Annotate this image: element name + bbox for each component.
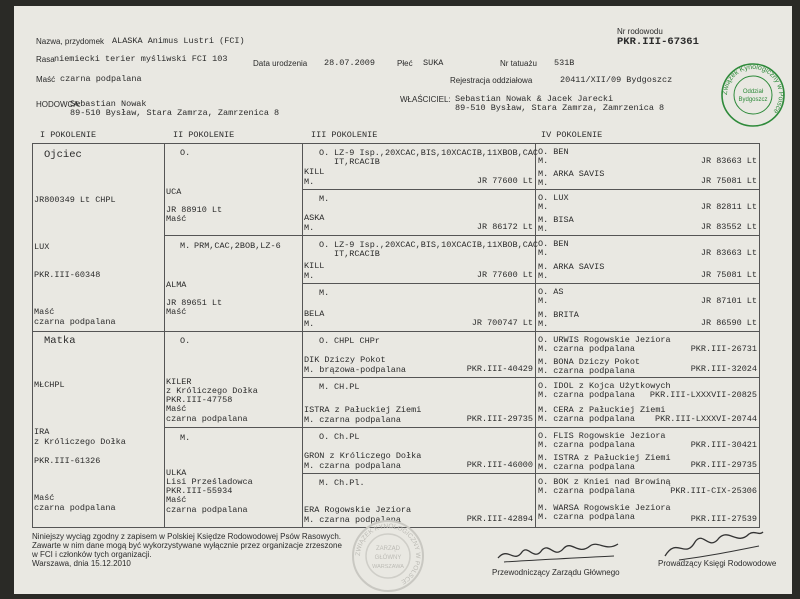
gen4-sire-name: O. BEN: [538, 147, 569, 157]
birth-date-label: Data urodzenia: [253, 59, 308, 68]
gen4-sire-color: M. czarna podpalana: [538, 486, 635, 496]
table-divider-gen2: [164, 427, 760, 428]
svg-text:Oddział: Oddział: [742, 89, 764, 95]
gen4-dam-name: M. BONA Dziczy Pokot: [538, 357, 641, 367]
gen4-sire-registration: PKR.III-26731: [690, 344, 757, 354]
gen4-sire-name: O. URWIS Rogowskie Jeziora: [538, 335, 671, 345]
dam-color-label: Maść: [34, 493, 55, 503]
sire-pkr: PKR.III-60348: [34, 270, 101, 280]
gen3-titles: Ch.Pl.: [334, 478, 365, 488]
owner-label: WŁAŚCICIEL:: [400, 95, 451, 104]
table-divider-gen3: [302, 377, 760, 378]
dam-label: Matka: [44, 335, 76, 347]
gen2-color-label: Maść: [166, 495, 187, 505]
dam-name: IRA: [34, 427, 50, 437]
gen4-sire-name: O. LUX: [538, 193, 569, 203]
svg-text:Bydgoszcz: Bydgoszcz: [738, 97, 768, 103]
table-divider-gen3: [302, 473, 760, 474]
gen3-registration: JR 77600 Lt: [476, 176, 533, 186]
column-header-gen1: I POKOLENIE: [40, 130, 97, 140]
gen4-dam-registration: PKR.III-32024: [690, 364, 757, 374]
gen3-color: M. czarna podpalana: [304, 415, 401, 425]
svg-text:Związek Kynologiczny w Polsce: Związek Kynologiczny w Polsce: [721, 63, 785, 115]
registration: 20411/XII/09 Bydgoszcz: [560, 75, 673, 85]
table-column-divider: [302, 143, 303, 527]
sire-color: czarna podpalana: [34, 317, 116, 327]
gen2-prefix: M.: [180, 241, 191, 251]
gen3-prefix: M.: [319, 382, 330, 392]
gen2-prefix: O.: [180, 148, 191, 158]
gen3-color: M.: [304, 177, 315, 187]
gen4-dam-name: M. CERA z Pałuckiej Ziemi: [538, 405, 666, 415]
gen3-titles: LZ-9 Isp.,20XCAC,BIS,10XCACIB,11XBOB,CAC: [334, 240, 539, 250]
gen2-kennel: z Króliczego Dołka: [166, 386, 258, 396]
sire-color-label: Maść: [34, 307, 55, 317]
footer-note-3: w FCI i członków tych organizacji.: [32, 550, 152, 559]
table-divider-gen3: [302, 283, 760, 284]
gen4-dam-color: M.: [538, 178, 549, 188]
gen3-prefix: O.: [319, 240, 330, 250]
gen4-sire-name: O. BEN: [538, 239, 569, 249]
gen4-sire-color: M.: [538, 202, 549, 212]
gen4-dam-registration: JR 75081 Lt: [700, 176, 757, 186]
gen4-dam-name: M. BRITA: [538, 310, 579, 320]
gen3-prefix: O.: [319, 148, 330, 158]
table-border-top: [32, 143, 760, 144]
dam-kennel: z Króliczego Dołka: [34, 437, 126, 447]
gen3-color: M.: [304, 319, 315, 329]
gen3-name: GRON z Króliczego Dołka: [304, 451, 422, 461]
gen3-titles: CHPL CHPr: [334, 336, 380, 346]
gen2-name: KILER: [166, 377, 192, 387]
birth-date: 28.07.2009: [324, 58, 376, 68]
gen4-sire-color: M. czarna podpalana: [538, 344, 635, 354]
gen2-registration: JR 89651 Lt: [166, 298, 223, 308]
svg-text:ZARZĄD: ZARZĄD: [376, 546, 400, 552]
gen3-prefix: M.: [319, 288, 330, 298]
gen3-registration: JR 86172 Lt: [476, 222, 533, 232]
gen3-titles: LZ-9 Isp.,20XCAC,BIS,10XCACIB,11XBOB,CAC: [334, 148, 539, 158]
gen2-prefix: M.: [180, 433, 191, 443]
table-border-left: [32, 143, 33, 527]
gen4-sire-color: M.: [538, 296, 549, 306]
sex-label: Płeć: [397, 59, 413, 68]
gen4-sire-registration: JR 82811 Lt: [700, 202, 757, 212]
gen2-registration: PKR.III-55934: [166, 486, 233, 496]
gen3-prefix: O.: [319, 336, 330, 346]
gen4-dam-name: M. ISTRA z Pałuckiej Ziemi: [538, 453, 671, 463]
dam-pkr: PKR.III-61326: [34, 456, 101, 466]
gen2-kennel: Lisi Prześladowca: [166, 477, 253, 487]
gen3-titles: IT,RCACIB: [334, 249, 380, 259]
registrar-caption: Prowadzący Księgi Rodowodowe: [658, 559, 777, 568]
svg-text:ZWIĄZEK KYNOLOGICZNY W POLSCE: ZWIĄZEK KYNOLOGICZNY W POLSCE: [354, 522, 422, 586]
tattoo-label: Nr tatuażu: [500, 59, 537, 68]
footer-note-1: Niniejszy wyciąg zgodny z zapisem w Polskiej Księdze Rodowodowej Psów Rasowych.: [32, 532, 342, 541]
gen2-prefix: O.: [180, 336, 191, 346]
registration-label: Rejestracja oddziałowa: [450, 76, 533, 85]
tattoo-number: 531B: [554, 58, 575, 68]
pedigree-document: [14, 6, 792, 594]
gen3-name: DIK Dziczy Pokot: [304, 355, 386, 365]
breeder-name: Sebastian Nowak: [70, 99, 147, 109]
gen3-name: ERA Rogowskie Jeziora: [304, 505, 412, 515]
gen3-prefix: M.: [319, 194, 330, 204]
gen2-titles: PRM,CAC,2BOB,LZ-6: [194, 241, 281, 251]
dry-seal-icon: [350, 518, 426, 594]
svg-text:WARSZAWA: WARSZAWA: [372, 564, 404, 570]
table-divider-gen3: [302, 189, 760, 190]
gen4-sire-color: M. czarna podpalana: [538, 390, 635, 400]
gen2-color-label: Maść: [166, 307, 187, 317]
gen2-color-label: Maść: [166, 214, 187, 224]
gen3-name: ISTRA z Pałuckiej Ziemi: [304, 405, 422, 415]
gen4-sire-registration: JR 87101 Lt: [700, 296, 757, 306]
gen4-sire-name: O. AS: [538, 287, 564, 297]
gen2-name: ULKA: [166, 468, 187, 478]
gen4-dam-registration: JR 86590 Lt: [700, 318, 757, 328]
gen4-sire-name: O. FLIS Rogowskie Jeziora: [538, 431, 666, 441]
owner-address: 89-510 Bysław, Stara Zamrza, Zamrzenica 8: [455, 103, 665, 113]
gen4-sire-name: O. IDOL z Kojca Użytkowych: [538, 381, 671, 391]
gen4-dam-color: M. czarna podpalana: [538, 414, 635, 424]
sex: SUKA: [423, 58, 444, 68]
footer-note-2: Zawarte w nim dane mogą być wykorzystywane wyłącznie przez organizacje zrzeszone: [32, 541, 342, 550]
sire-name: LUX: [34, 242, 50, 252]
breed-label: Rasa: [36, 55, 55, 64]
gen3-name: KILL: [304, 167, 325, 177]
gen4-sire-name: O. BOK z Kniei nad Browiną: [538, 477, 671, 487]
table-divider-gen2: [164, 235, 760, 236]
gen4-dam-name: M. BISA: [538, 215, 574, 225]
chairman-caption: Przewodniczący Zarządu Głównego: [492, 568, 620, 577]
gen3-prefix: M.: [319, 478, 330, 488]
gen3-registration: JR 77600 Lt: [476, 270, 533, 280]
gen3-registration: PKR.III-40429: [466, 364, 533, 374]
gen4-dam-registration: PKR.III-27539: [690, 514, 757, 524]
gen4-dam-registration: PKR.III-LXXXVI-20744: [654, 414, 757, 424]
table-column-divider: [164, 143, 165, 527]
gen3-color: M. brązowa-podpalana: [304, 365, 407, 375]
gen3-name: KILL: [304, 261, 325, 271]
gen2-color: czarna podpalana: [166, 505, 248, 515]
breeder-label: HODOWCA:: [36, 100, 81, 109]
gen2-registration: PKR.III-47758: [166, 395, 233, 405]
sire-label: Ojciec: [44, 149, 82, 161]
gen3-registration: PKR.III-42894: [466, 514, 533, 524]
gen4-sire-registration: PKR.III-CIX-25306: [670, 486, 757, 496]
gen4-dam-color: M.: [538, 271, 549, 281]
pedigree-number: PKR.III-67361: [617, 36, 699, 48]
gen4-dam-color: M.: [538, 319, 549, 329]
gen4-dam-color: M. czarna podpalana: [538, 512, 635, 522]
gen2-name: ALMA: [166, 280, 187, 290]
gen3-color: M.: [304, 223, 315, 233]
gen3-titles: IT,RCACIB: [334, 157, 380, 167]
gen3-titles: Ch.PL: [334, 432, 360, 442]
gen3-name: BELA: [304, 309, 325, 319]
gen4-sire-color: M.: [538, 248, 549, 258]
gen4-sire-registration: PKR.III-LXXXVII-20825: [649, 390, 757, 400]
color-label: Maść: [36, 75, 56, 84]
gen3-titles: CH.PL: [334, 382, 360, 392]
gen2-name: UCA: [166, 187, 182, 197]
gen2-registration: JR 88910 Lt: [166, 205, 223, 215]
gen3-registration: JR 700747 Lt: [471, 318, 533, 328]
gen4-sire-color: M. czarna podpalana: [538, 440, 635, 450]
gen3-prefix: O.: [319, 432, 330, 442]
owner-name: Sebastian Nowak & Jacek Jarecki: [455, 94, 614, 104]
gen4-sire-color: M.: [538, 156, 549, 166]
gen3-registration: PKR.III-46000: [466, 460, 533, 470]
dam-color: czarna podpalana: [34, 503, 116, 513]
table-column-divider: [535, 143, 536, 527]
pedigree-number-label: Nr rodowodu: [617, 27, 663, 36]
breed: niemiecki terier myśliwski FCI 103: [54, 54, 228, 64]
footer-date: Warszawa, dnia 15.12.2010: [32, 559, 131, 568]
table-border-right: [759, 143, 760, 527]
gen3-registration: PKR.III-29735: [466, 414, 533, 424]
name-label: Nazwa, przydomek: [36, 37, 105, 46]
gen4-dam-registration: PKR.III-29735: [690, 460, 757, 470]
gen4-sire-registration: JR 83663 Lt: [700, 156, 757, 166]
table-divider-parents: [32, 331, 760, 332]
gen3-color: M. czarna podpalana: [304, 515, 401, 525]
branch-stamp-icon: [720, 62, 786, 128]
dog-name: ALASKA Animus Lustri (FCI): [112, 36, 245, 46]
column-header-gen3: III POKOLENIE: [311, 130, 378, 140]
gen4-dam-name: M. WARSA Rogowskie Jeziora: [538, 503, 671, 513]
chairman-signature-icon: [494, 534, 634, 568]
gen4-dam-registration: JR 75081 Lt: [700, 270, 757, 280]
gen4-sire-registration: JR 83663 Lt: [700, 248, 757, 258]
gen3-color: M. czarna podpalana: [304, 461, 401, 471]
gen4-sire-registration: PKR.III-30421: [690, 440, 757, 450]
gen3-color: M.: [304, 271, 315, 281]
column-header-gen4: IV POKOLENIE: [541, 130, 603, 140]
gen2-color: czarna podpalana: [166, 414, 248, 424]
color: czarna podpalana: [60, 74, 142, 84]
gen4-dam-name: M. ARKA SAVIS: [538, 169, 605, 179]
gen4-dam-color: M.: [538, 224, 549, 234]
gen4-dam-name: M. ARKA SAVIS: [538, 262, 605, 272]
sire-registration: JR800349 Lt CHPL: [34, 195, 116, 205]
dam-titles: MŁCHPL: [34, 380, 65, 390]
gen3-name: ASKA: [304, 213, 325, 223]
gen2-color-label: Maść: [166, 404, 187, 414]
gen4-dam-color: M. czarna podpalana: [538, 462, 635, 472]
breeder-address: 89-510 Bysław, Stara Zamrza, Zamrzenica 8: [70, 108, 280, 118]
svg-text:GŁÓWNY: GŁÓWNY: [374, 555, 402, 561]
column-header-gen2: II POKOLENIE: [173, 130, 235, 140]
gen4-dam-registration: JR 83552 Lt: [700, 222, 757, 232]
gen4-dam-color: M. czarna podpalana: [538, 366, 635, 376]
